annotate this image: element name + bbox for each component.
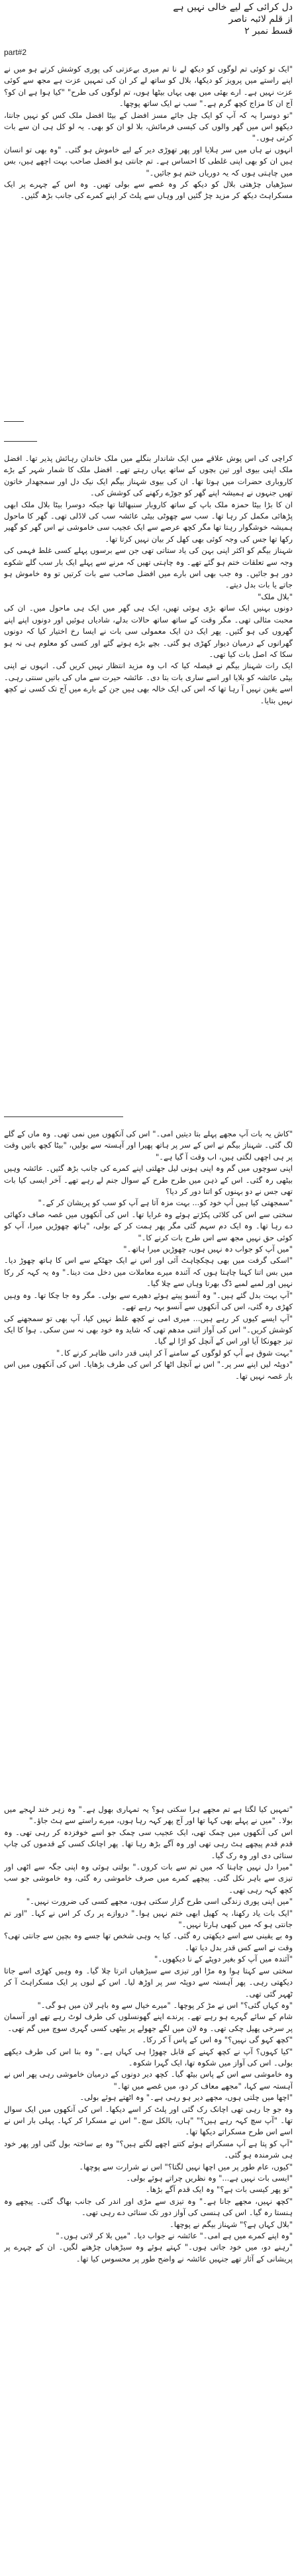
- paragraph: "ایک تو کوئی تم لوگوں کو دیکھ لے نا تم میری بےعزتی کی پوری کوشش کرتے ہو میں نے اپنے راستے میں پرویز کو دیکھا، بلال کو ساتھ لے کر ان کی تمہیں عزت ہے مجھ سے کوئی عزت نہیں ہے۔ ارے بھئی میں بھی یہاں بیٹھا ہوں، تم لوگوں کی طرح" "کیا ہوا ہے ان کو؟ آج ان کا مزاج کچھ گرم ہے۔" سب نے ایک ساتھ پوچھا۔: [4, 64, 293, 109]
- section-3: [4, 1128, 293, 1797]
- paragraph: "اچھا میں چلتی ہوں، مجھے دیر ہو رہی ہے۔" وہ اٹھتے ہوئے بولی۔: [79, 2093, 293, 2103]
- author-line: از قلم لائبہ ناصر: [228, 14, 293, 25]
- paragraph: اس کی آنکھوں میں چمک تھی، ایک عجیب سی چمک جو اسے خوفزدہ کر رہی تھی۔ وہ قدم قدم پیچھے ہٹ رہی تھی اور وہ آگے بڑھ رہا تھا۔ پھر اچانک کسی کے قدموں کی چاپ سنائی دی اور وہ رک گیا۔: [4, 1827, 293, 1860]
- paragraph: "آپ کو پتا ہے آپ مسکراتے ہوئے کتنے اچھے لگتے ہیں؟" وہ بے ساختہ بول گئی اور پھر خود ہی شرمندہ ہو گئی۔: [4, 2138, 293, 2160]
- paragraph: "رہنے دو، میں خود جاتی ہوں۔" کہتے ہوئے وہ سیڑھیاں چڑھنے لگیں۔ ان کے چہرے پر پریشانی کے آثار تھے جنہیں عائشہ نے واضح طور پر محسوس کیا تھا۔: [4, 2242, 293, 2263]
- paragraph: "کیوں، عام طور پر میں اچھا نہیں لگتا؟" اس نے شرارت سے پوچھا۔: [79, 2161, 293, 2171]
- paragraph: "آئندہ میں آپ کو بغیر دوپٹے کے نا دیکھوں۔": [154, 1954, 293, 1964]
- paragraph: شام کے سائے گہرے ہو رہے تھے۔ پرندے اپنے گھونسلوں کی طرف لوٹ رہے تھے اور آسمان پر سرخی پھیل چکی تھی۔ وہ لان میں لگے جھولے پر بیٹھی کسی گہری سوچ میں گم تھی۔: [4, 2012, 293, 2033]
- paragraph: "کچھ کہو گی نہیں؟" وہ اس کے پاس آ کر رکا۔: [142, 2035, 293, 2045]
- paragraph: "میں آپ کو جواب دہ نہیں ہوں، چھوڑیں میرا ہاتھ۔": [123, 1244, 293, 1254]
- paragraph: "بلال ملک": [258, 591, 293, 601]
- paragraph: "دوپٹہ لیں اپنے سر پر۔" اس نے آنچل اٹھا کر اس کی طرف بڑھایا۔ اس کی آنکھوں میں اس بار غصہ نہیں تھا۔: [4, 1360, 293, 1381]
- paragraph: "میرا دل نہیں چاہتا کہ میں تم سے بات کروں۔" بولتی ہوئی وہ اپنی جگہ سے اٹھی اور تیزی سے باہر نکل گئی۔ پیچھے کمرے میں صرف خاموشی رہ گئی، وہ خاموشی جو سب کچھ کہہ رہی تھی۔: [4, 1862, 293, 1895]
- paragraph: وہ جو جا رہی تھی اچانک رک گئی اور پلٹ کر اسے دیکھا۔ اس کی آنکھوں میں ایک سوال تھا۔ "آپ سچ کہہ رہے ہیں؟" "ہاں، بالکل سچ۔" اس نے مسکرا کر کہا۔ پہلی بار اس نے اسے اس طرح مسکراتے دیکھا تھا۔: [4, 2104, 293, 2137]
- paragraph: "وہ اپنے کمرے میں ہے امی۔" عائشہ نے جواب دیا۔ "میں بلا کر لاتی ہوں۔": [56, 2231, 293, 2241]
- paragraph: سیڑھیاں چڑھتی بلال کو دیکھ کر وہ غصے سے بولی تھیں۔ وہ اس کے چہرے پر ایک مسکراہٹ دیکھ کر مزید چڑ گئیں اور وہاں سے پلٹ کر اپنے کمرے کی جانب بڑھ گئیں۔: [4, 179, 293, 201]
- part-label: part#2: [4, 48, 27, 57]
- divider: [4, 1116, 123, 1117]
- paragraph: "سمجھتی کیا ہیں آپ خود کو... بہت مزہ آتا ہے آپ کو سب کو پریشان کر کے۔": [38, 1198, 293, 1208]
- paragraph: "کاش یہ بات آپ مجھے پہلے بتا دیتیں امی۔" اس کی آنکھوں میں نمی تھی۔ وہ ماں کے گلے لگ گئی۔ شہناز بیگم نے اس کے سر پر ہاتھ پھیرا اور آہستہ سے بولیں، "بیٹا کچھ باتیں وقت پر ہی اچھی لگتی ہیں، اب وقت آ گیا ہے۔": [4, 1129, 293, 1162]
- section-1: [4, 64, 293, 408]
- novel-title: دل کرائی کے لیے خالی نہیں ہے: [173, 2, 293, 13]
- divider: [4, 421, 24, 422]
- paragraph: وہ بے یقینی سے اسے دیکھتی رہ گئی۔ کیا یہ وہی شخص تھا جسے وہ بچپن سے جانتی تھی؟ وقت نے اسے کس قدر بدل دیا تھا۔: [4, 1931, 293, 1952]
- paragraph: "بلال کہاں ہے؟" شہناز بیگم نے پوچھا۔: [170, 2219, 293, 2229]
- episode-number: قسط نمبر ۲: [244, 26, 293, 36]
- section-2: [4, 453, 293, 1109]
- paragraph: "ایسی بات نہیں ہے..." وہ نظریں چراتے ہوئے بولی۔: [126, 2173, 293, 2183]
- paragraph: اپنی سوچوں میں گم وہ اپنی ہونی لیل جھلتی اپنے کمرے کی جانب بڑھ گئیں۔ عائشہ وہیں بیٹھی رہ گئی۔ اس کے ذہن میں طرح طرح کے سوال جنم لے رہے تھے۔ آخر ایسی کیا بات تھی جس نے دو بہنوں کو اتنا دور کر دیا؟: [4, 1164, 293, 1197]
- paragraph: "کیا کہوں؟ آپ نے کچھ کہنے کے قابل چھوڑا ہی کہاں ہے۔" وہ بنا اس کی طرف دیکھے بولی۔ اس کی آواز میں شکوہ تھا، ایک گہرا شکوہ۔: [4, 2046, 293, 2067]
- chapter-header: [8, 1, 293, 37]
- paragraph: سختی سے اس کی کلائی پکڑتے ہوئے وہ غرایا تھا۔ اس کی آنکھوں میں غصہ صاف دکھائی دے رہا تھا۔ وہ ایک دم سہم گئی مگر پھر ہمت کر کے بولی، "ہاتھ چھوڑیں میرا، آپ کو کوئی حق نہیں مجھ سے اس طرح بات کرنے کا۔": [4, 1209, 293, 1242]
- paragraph: "تو پھر کیسی بات ہے؟" وہ ایک قدم آگے بڑھا۔: [145, 2185, 293, 2195]
- divider: [4, 441, 37, 442]
- paragraph: "تمہیں کیا لگتا ہے تم مجھے ہرا سکتی ہو؟ یہ تمہاری بھول ہے۔" وہ زہر خند لہجے میں بولا۔ "میں نے پہلے بھی کہا تھا اور آج پھر کہہ رہا ہوں، میرے راستے سے ہٹ جاؤ۔": [4, 1805, 293, 1826]
- paragraph: "ایک بات یاد رکھنا، یہ کھیل ابھی ختم نہیں ہوا۔" دروازے پر رک کر اس نے کہا۔ "اور تم جانتی ہو کہ میں کبھی ہارتا نہیں۔": [4, 1908, 293, 1930]
- paragraph: وہ خاموشی سے اس کے پاس بیٹھ گیا۔ کچھ دیر دونوں کے درمیان خاموشی رہی پھر اس نے آہستہ سے کہا، "مجھے معاف کر دو، میں غصے میں تھا۔": [4, 2069, 293, 2091]
- paragraph: "وہ کہاں گئی؟" اس نے مڑ کر پوچھا۔ "میرے خیال سے وہ باہر لان میں ہو گی۔": [37, 2000, 293, 2010]
- paragraph: انہوں نے ہاں میں سر ہلایا اور پھر تھوڑی دیر کے لیے خاموش ہو گئی۔ "وہ بھی تو انسان ہیں ان کو بھی اپنی غلطی کا احساس ہے۔ تم جانتی ہو افضل صاحب بہت اچھے ہیں، بس میں چاہتی ہوں کہ یہ دوریاں ختم ہو جائیں۔": [4, 144, 293, 177]
- paragraph: "آپ بہت بدل گئے ہیں۔" وہ آنسو پیتے ہوئے دھیرے سے بولی۔ مگر وہ جا چکا تھا۔ وہ وہیں کھڑی رہ گئی، اس کی آنکھوں سے آنسو بہہ رہے تھے۔: [4, 1290, 293, 1312]
- paragraph: "میں اپنی پوری زندگی اسی طرح گزار سکتی ہوں، مجھے کسی کی ضرورت نہیں۔": [26, 1897, 293, 1907]
- paragraph: شہناز بیگم کو اکثر اپنی بہن کی یاد ستاتی تھی جن سے برسوں پہلے کسی غلط فہمی کی وجہ سے تعلقات ختم ہو گئے تھے۔ وہ چاہتی تھیں کہ مرنے سے پہلے ایک بار سب گلے شکوے دور ہو جائیں۔ وہ جب بھی اس بارے میں افضل صاحب سے بات کرتیں تو وہ خاموش ہو جاتے یا بات بدل دیتے۔: [4, 546, 293, 590]
- paragraph: سختی سے کہتا ہوا وہ مڑا اور تیزی سے سیڑھیاں اترتا چلا گیا۔ وہ وہیں کھڑی اسے جاتا دیکھتی رہی۔ پھر آہستہ سے دوپٹہ سر پر اوڑھ لیا۔ اس کے لبوں پر ایک مسکراہٹ آ کر ٹھہر گئی تھی۔: [4, 1965, 293, 1999]
- paragraph: "آپ ایسے کیوں کر رہے ہیں... میری امی نے کچھ غلط نہیں کیا، آپ بھی تو سمجھنے کی کوشش کریں۔" اس کی آواز اتنی مدھم تھی کہ شاید وہ خود بھی نہ سن سکی۔ ہوا کا ایک تیز جھونکا آیا اور اس کے آنچل کو اڑا لے گیا۔: [4, 1313, 293, 1346]
- paragraph: دونوں بہنیں ایک ساتھ بڑی ہوئی تھیں، ایک ہی گھر میں ایک ہی ماحول میں۔ ان کی محبت مثالی تھی۔ مگر وقت کے ساتھ ساتھ حالات بدلے، شادیاں ہوئیں اور دونوں اپنے اپنے گھروں کی ہو گئیں۔ پھر ایک دن ایک معمولی سی بات نے ایسا رخ اختیار کیا کہ دونوں گھرانوں کے درمیان دیوار کھڑی ہو گئی۔ بچے بڑے ہوتے گئے اور کسی کو معلوم ہی نہ ہو سکا کہ اصل بات کیا تھی۔: [4, 603, 293, 659]
- paragraph: کراچی کی اس پوش علاقے میں ایک شاندار بنگلے میں ملک خاندان رہائش پذیر تھا۔ افضل ملک اپنی بیوی اور تین بچوں کے ساتھ یہاں رہتے تھے۔ افضل ملک کا شمار شہر کے بڑے کاروباری حضرات میں ہوتا تھا۔ ان کی بیوی شہناز بیگم ایک نیک دل اور سمجھدار خاتون تھیں جنہوں نے ہمیشہ اپنے گھر کو جوڑے رکھنے کی کوشش کی۔: [4, 454, 293, 498]
- paragraph: "اسکی گرفت میں بھی ہچکچاہٹ آئی اور اس نے ایک جھٹکے سے اس کا ہاتھ چھوڑ دیا۔ میں بس اتنا کہنا چاہتا ہوں کہ آئندہ میرے معاملات میں دخل مت دینا۔" وہ یہ کہہ کر رکا نہیں اور لمبے لمبے ڈگ بھرتا وہاں سے چلا گیا۔: [4, 1256, 293, 1289]
- paragraph: "بہت شوق ہے آپ کو لوگوں کے سامنے آ کر اپنی قدر دانی ظاہر کرنے کا۔": [56, 1348, 293, 1358]
- section-4: [4, 1804, 293, 2559]
- paragraph: "تو دوسرا یہ کہ آپ کو ایک چل جائے مسز افضل کے بیٹا افضل ملک کس کو نہیں جانتا، دیکھو اس میں گھر والوں کی کیسی فرمائش، بلا لو ان کو بھی۔ یہ لو کل ہی ان سے بات کرتی ہوں۔": [4, 110, 293, 143]
- paragraph: ایک رات شہناز بیگم نے فیصلہ کیا کہ اب وہ مزید انتظار نہیں کریں گی۔ انہوں نے اپنی بیٹی عائشہ کو بلایا اور اسے ساری بات بتا دی۔ عائشہ حیرت سے ماں کی باتیں سنتی رہی۔ اسے یقین نہیں آ رہا تھا کہ اس کی ایک خالہ بھی ہیں جن کے بارے میں آج تک کسی نے کچھ نہیں بتایا۔: [4, 661, 293, 705]
- paragraph: "کچھ نہیں، مجھے جانا ہے۔" وہ تیزی سے مڑی اور اندر کی جانب بھاگ گئی۔ پیچھے وہ ہنستا رہ گیا۔ اس کی ہنسی کی آواز دور تک سنائی دے رہی تھی۔: [4, 2196, 293, 2218]
- paragraph: ان کا بڑا بیٹا حمزہ ملک باپ کے ساتھ کاروبار سنبھالتا تھا جبکہ دوسرا بیٹا بلال ملک ابھی پڑھائی مکمل کر رہا تھا۔ سب سے چھوٹی بیٹی عائشہ سب کی لاڈلی تھی۔ گھر کا ماحول ہمیشہ خوشگوار رہتا تھا مگر کچھ عرصے سے ایک عجیب سی خاموشی نے اس گھر کو گھیر رکھا تھا جس کی وجہ کوئی بھی کھل کر بیان نہیں کرتا تھا۔: [4, 499, 293, 544]
